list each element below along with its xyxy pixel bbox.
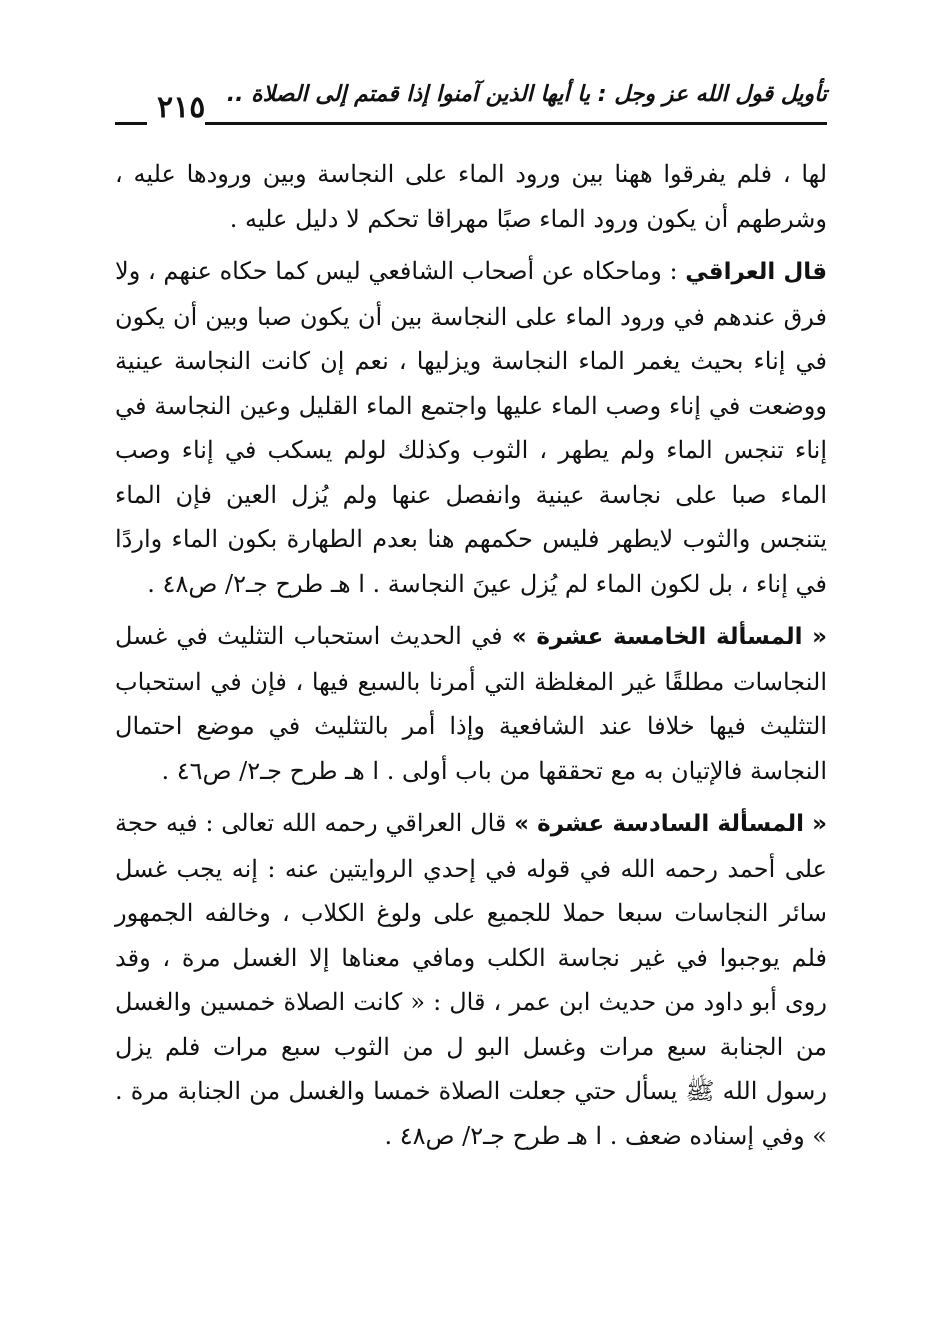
paragraph-1 xyxy=(115,152,827,241)
paragraph-3 xyxy=(115,614,827,793)
running-title: تأويل قول الله عز وجل : يا أيها الذين آمنوا إذا قمتم إلى الصلاة .. xyxy=(226,82,827,107)
body-text xyxy=(115,152,827,1158)
header-rule xyxy=(205,122,827,125)
page-number: ٢١٥ xyxy=(157,90,206,125)
page-header xyxy=(115,78,827,130)
paragraph-2-text: : وماحكاه عن أصحاب الشافعي ليس كما حكاه عنهم ، ولا فرق عندهم في ورود الماء على النجاسة بين أن يكون صبا وبين أن يكون في إناء بحيث يغمر الماء النجاسة ويزليها ، نعم إن كانت النجاسة عينية ووضعت في إناء وصب الماء عليها واجتمع الماء القليل وعين النجاسة في إناء تنجس الماء ولم يطهر ، الثوب وكذلك لولم يسكب في إناء وصب الماء صبا على نجاسة عينية وانفصل عنها ولم يُزل العين فإن الماء يتنجس والثوب لايطهر فليس حكمهم هنا بعدم الطهارة بكون الماء واردًا في إناء ، بل لكون الماء لم يُزل عينَ النجاسة . ا هـ طرح جـ٢/ ص٤٨ . xyxy=(115,257,827,598)
paragraph-4 xyxy=(115,801,827,1158)
paragraph-3-text: في الحديث استحباب التثليث في غسل النجاسات مطلقًا غير المغلظة التي أمرنا بالسبع فيها ، فإن في استحباب التثليث فيها خلافا عند الشافعية وإذا أمر بالتثليث في موضع احتمال النجاسة فالإتيان به مع تحققها من باب أولى . ا هـ طرح جـ٢/ ص٤٦ . xyxy=(115,622,827,785)
paragraph-2-lead: قال العراقي xyxy=(685,259,827,285)
paragraph-4-lead: « المسألة السادسة عشرة » xyxy=(514,811,827,837)
paragraph-4-text: قال العراقي رحمه الله تعالى : فيه حجة على أحمد رحمه الله في قوله في إحدي الروايتين عنه : إنه يجب غسل سائر النجاسات سبعا حملا للجميع على ولوغ الكلاب ، وخالفه الجمهور فلم يوجبوا في غير نجاسة الكلب ومافي معناها إلا الغسل مرة ، وقد روى أبو داود من حديث ابن عمر ، قال : « كانت الصلاة خمسين والغسل من الجنابة سبع مرات وغسل البو ل من الثوب سبع مرات فلم يزل رسول الله ﷺ يسأل حتي جعلت الصلاة خمسا والغسل من الجنابة مرة . » وفي إسناده ضعف . ا هـ طرح جـ٢/ ص٤٨ . xyxy=(115,809,827,1150)
paragraph-3-lead: « المسألة الخامسة عشرة » xyxy=(511,624,827,650)
paragraph-2 xyxy=(115,249,827,606)
page-number-rule xyxy=(115,122,147,125)
paragraph-1-text: لها ، فلم يفرقوا ههنا بين ورود الماء على النجاسة وبين ورودها عليه ، وشرطهم أن يكون ورود الماء صبًا مهراقا تحكم لا دليل عليه . xyxy=(115,160,827,233)
